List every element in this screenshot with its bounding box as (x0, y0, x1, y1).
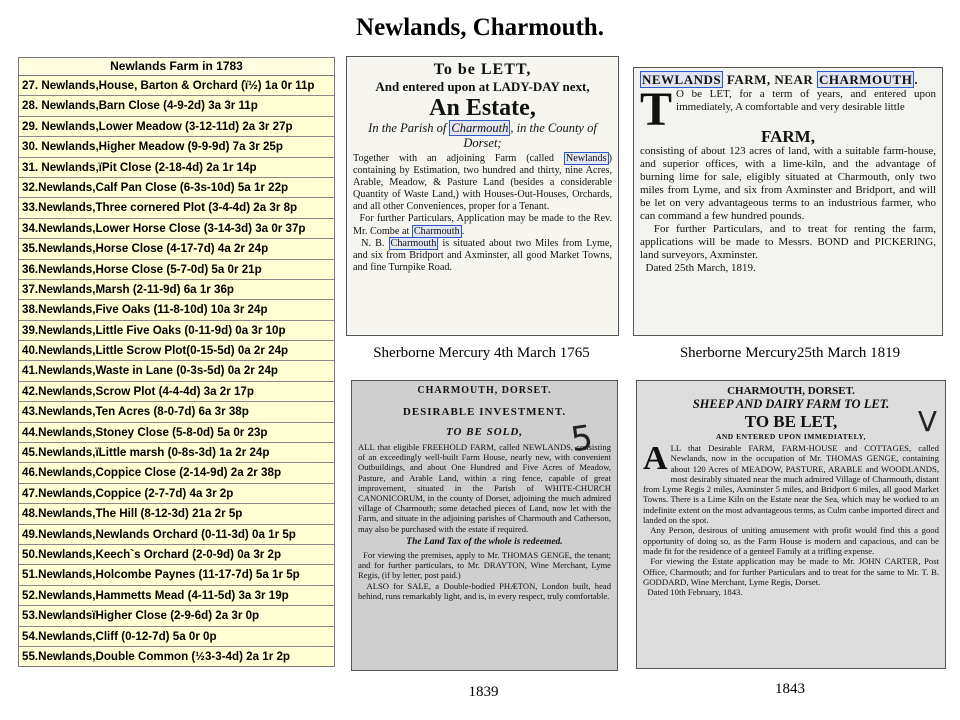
farm-table-rows (19, 76, 334, 666)
clip-1765-county: Dorset; (463, 136, 502, 150)
clip-1819-farm-heading: FARM, (761, 127, 815, 146)
table-row: 35.Newlands,Horse Close (4-17-7d) 4a 2r 24p (19, 239, 334, 259)
highlight-charmouth: Charmouth (413, 225, 460, 237)
clip-1819-title: NEWLANDS FARM, NEAR CHARMOUTH . (642, 72, 919, 87)
clip-1839-subheading: TO BE SOLD, (445, 426, 524, 438)
clip-1819-body: T O be LET, for a term of years, and entered upon immediately, A comfortable and very desirable little FARM, consisting of about 123 acres of land, with a suitable farm-house, and superior offices, with a lime-kiln, and the advantage of burning lime for sale, eligibly situated at Charmouth, only two miles from Lyme, and six from Axminster and Bridport, and will be let on very advantageous terms to an industrious farmer, who can command a few hundred pounds. For further Particulars, and to treat for renting the farm, applications will be made to Messrs. BOND and PICKERING, land surveyors, Axminster. Dated 25th March, 1819. (640, 83, 937, 274)
table-row: 37.Newlands,Marsh (2-11-9d) 6a 1r 36p (19, 280, 334, 300)
clip-1765-title: To be LETT, (433, 61, 532, 78)
table-row: 46.Newlands,Coppice Close (2-14-9d) 2a 2r 38p (19, 463, 334, 483)
table-row: 38.Newlands,Five Oaks (11-8-10d) 10a 3r 24p (19, 300, 334, 320)
highlight-charmouth: CHARMOUTH (818, 72, 913, 87)
highlight-newlands: Newlands (565, 153, 607, 164)
handwritten-mark: V (917, 405, 937, 438)
caption-1839: 1839 (468, 684, 499, 700)
table-row: 34.Newlands,Lower Horse Close (3-14-3d) 3a 0r 37p (19, 219, 334, 239)
caption-1819: Sherborne Mercury25th March 1819 (679, 345, 901, 361)
clip-1765-body: Together with an adjoining Farm (called Newlands ) containing by Estimation, two hundred and thirty, nine Acres, Arable, Meadow, & Pasture Land (besides a considerable Quantity of Waste Land,) with Houses-Out-Houses, Orchards, and all other Conveniences, proper for a Tenant. For further Particulars, Application may be made to the Rev. Mr. Combe at Charmouth . N. B. Charmouth is situated about two Miles from Lyme, and six from Bridport and Axminster, all good Market Towns, and fine Turnpike Road. (353, 153, 613, 273)
table-row: 48.Newlands,The Hill (8-12-3d) 21a 2r 5p (19, 504, 334, 524)
table-row: 31. Newlands,ïPit Close (2-18-4d) 2a 1r 14p (19, 158, 334, 178)
handwritten-mark: 5 (568, 417, 596, 461)
table-row: 54.Newlands,Cliff (0-12-7d) 5a 0r 0p (19, 627, 334, 647)
page-title: Newlands, Charmouth. (356, 14, 604, 41)
clip-1843-location: CHARMOUTH, DORSET. (727, 385, 855, 397)
table-row: 27. Newlands,House, Barton & Orchard (ï½) 1a 0r 11p (19, 76, 334, 96)
table-row: 43.Newlands,Ten Acres (8-0-7d) 6a 3r 38p (19, 402, 334, 422)
highlight-charmouth: Charmouth (390, 237, 437, 249)
table-row: 30. Newlands,Higher Meadow (9-9-9d) 7a 3r 25p (19, 137, 334, 157)
clip-1843-entered-line: AND ENTERED UPON IMMEDIATELY, (715, 432, 867, 441)
clip-1765-subtitle: And entered upon at LADY-DAY next, (375, 79, 590, 94)
clip-1839-heading: DESIRABLE INVESTMENT. (402, 406, 567, 418)
table-row: 52.Newlands,Hammetts Mead (4-11-5d) 3a 3r 19p (19, 586, 334, 606)
table-row: 50.Newlands,Keech`s Orchard (2-0-9d) 0a 3r 2p (19, 545, 334, 565)
clip-1843-body: A LL that Desirable FARM, FARM-HOUSE and COTTAGES, called Newlands, now in the occupation of Mr. THOMAS GENGE, containing about 120 Acres of MEADOW, PASTURE, ARABLE and WOODLANDS, most desirably situated near the much admired Village of Charmouth, distant from Lyme Regis 2 miles, Axminster 5 miles, and Bridport 6 miles, all good Market Towns. There is a Lime Kiln on the Estate near the Sea, which may be worked to an indefinite extent on the most advantageous terms, as Culm canbe imported direct and landed on the spot. Any Person, desirous of uniting amusement with profit would find this a good opportunity of doing so, as the Farm House is modern and capacious, and can be made fit for the residence of a genteel Family at a trifling expense. For viewing the Estate application may be made to Mr. JOHN CARTER, Post Office, Charmouth; and for further Particulars and to treat for the same to Mr. T. B. GODDARD, Wine Merchant, Lyme Regis, Dorset. Dated 10th February, 1843. (643, 440, 940, 598)
clip-1765-heading: An Estate, (429, 95, 536, 121)
table-row: 42.Newlands,Scrow Plot (4-4-4d) 3a 2r 17p (19, 382, 334, 402)
clipping-1819 (633, 67, 943, 336)
table-row: 47.Newlands,Coppice (2-7-7d) 4a 3r 2p (19, 484, 334, 504)
drop-cap: T (640, 83, 673, 136)
table-row: 53.NewlandsïHigher Close (2-9-6d) 2a 3r 0p (19, 606, 334, 626)
clip-1843-heading: SHEEP AND DAIRY FARM TO LET. (692, 397, 890, 411)
table-row: 45.Newlands,ïLittle marsh (0-8s-3d) 1a 2r 24p (19, 443, 334, 463)
table-row: 32.Newlands,Calf Pan Close (6-3s-10d) 5a 1r 22p (19, 178, 334, 198)
caption-1765: Sherborne Mercury 4th March 1765 (373, 345, 590, 361)
table-row: 44.Newlands,Stoney Close (5-8-0d) 5a 0r 23p (19, 423, 334, 443)
highlight-charmouth: Charmouth (451, 121, 509, 135)
caption-1843: 1843 (775, 681, 805, 697)
table-row: 33.Newlands,Three cornered Plot (3-4-4d) 2a 3r 8p (19, 198, 334, 218)
farm-table (18, 57, 335, 667)
clip-1839-body: ALL that eligible FREEHOLD FARM, called NEWLANDS, consisting of an exceedingly well-built Farm House, nearly new, with convenient Outbuildings, and about One Hundred and Five Acres of Meadow, Pasture, and Arable Land, within a ring fence, capable of great improvement, situated in the Parish of WHITE-CHURCH CANONICORUM, in the county of Dorset, adjoining the much admired village of Charmouth; some detached pieces of Land, now let with the Farm, and situate in the adjoining parishes of Charmouth and Catherson, may also be purchased with the estate if required. The Land Tax of the whole is redeemed. For viewing the premises, apply to Mr. THOMAS GENGE, the tenant; and for further particulars, to Mr. DRAYTON, Wine Merchant, Lyme Regis, (if by letter, post paid.) ALSO for SALE, a Double-bodied PHÆTON, London built, head behind, runs remarkably light, and is, in every respect, truly comfortable. (358, 442, 611, 601)
clip-1839-location: CHARMOUTH, DORSET. (417, 385, 552, 396)
clipping-1839 (351, 380, 618, 671)
table-row: 28. Newlands,Barn Close (4-9-2d) 3a 3r 11p (19, 96, 334, 116)
table-row: 39.Newlands,Little Five Oaks (0-11-9d) 0a 3r 10p (19, 321, 334, 341)
clipping-1843 (636, 380, 946, 669)
clip-1843-subheading: TO BE LET, (744, 412, 838, 431)
table-row: 40.Newlands,Little Scrow Plot(0-15-5d) 0a 2r 24p (19, 341, 334, 361)
farm-table-header: Newlands Farm in 1783 (19, 58, 334, 76)
table-row: 29. Newlands,Lower Meadow (3-12-11d) 2a 3r 27p (19, 117, 334, 137)
clipping-1765 (346, 56, 619, 336)
highlight-newlands: NEWLANDS (642, 72, 722, 87)
table-row: 51.Newlands,Holcombe Paynes (11-17-7d) 5a 1r 5p (19, 565, 334, 585)
clip-1765-parish-line: In the Parish of Charmouth , in the County of (368, 121, 597, 135)
drop-cap: A (643, 440, 668, 477)
table-row: 55.Newlands,Double Common (½3-3-4d) 2a 1r 2p (19, 647, 334, 666)
table-row: 36.Newlands,Horse Close (5-7-0d) 5a 0r 21p (19, 260, 334, 280)
table-row: 41.Newlands,Waste in Lane (0-3s-5d) 0a 2r 24p (19, 361, 334, 381)
table-row: 49.Newlands,Newlands Orchard (0-11-3d) 0a 1r 5p (19, 525, 334, 545)
